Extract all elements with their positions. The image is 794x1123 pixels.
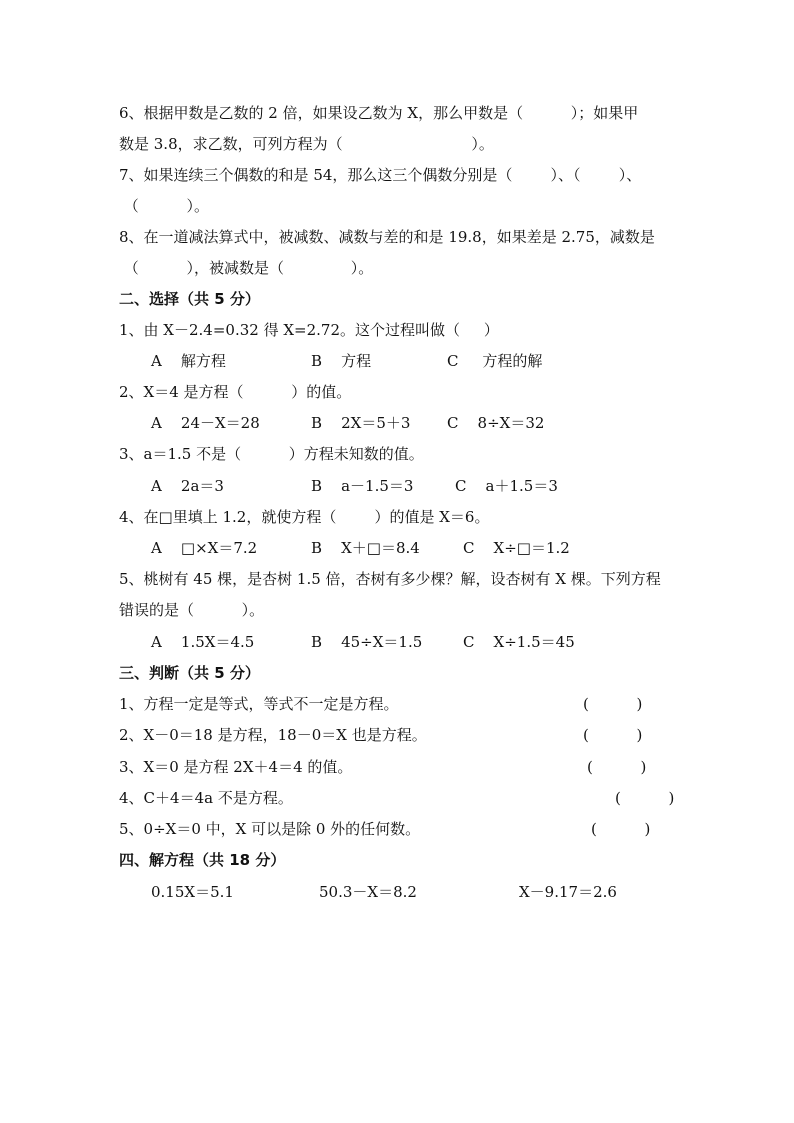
question-6-line-1: 6、根据甲数是乙数的 2 倍，如果设乙数为 X，那么甲数是（ ）；如果甲 (119, 104, 639, 122)
choice-question-4-option-a: A □×X＝7.2 (151, 539, 258, 557)
judge-item-4-text: 4、C＋4＝4a 不是方程。 (119, 789, 293, 807)
question-6-line-2: 数是 3.8，求乙数，可列方程为（ ）。 (119, 135, 494, 153)
choice-question-3-option-c: C a＋1.5＝3 (455, 477, 558, 495)
judge-item-3-bracket: ( ) (587, 758, 647, 776)
choice-question-1-stem: 1、由 X－2.4=0.32 得 X=2.72。这个过程叫做（ ） (119, 321, 499, 339)
choice-question-4-stem: 4、在□里填上 1.2，就使方程（ ）的值是 X＝6。 (119, 508, 490, 526)
section-4-heading: 四、解方程（共 18 分） (119, 851, 286, 869)
choice-question-2-stem: 2、X＝4 是方程（ ）的值。 (119, 383, 352, 401)
section-3-heading: 三、判断（共 5 分） (119, 664, 260, 682)
question-7-line-1: 7、如果连续三个偶数的和是 54，那么这三个偶数分别是（ ）、（ ）、 (119, 166, 642, 184)
choice-question-2-option-b: B 2X＝5＋3 (311, 414, 411, 432)
equation-1: 0.15X＝5.1 (151, 883, 234, 901)
choice-question-2-option-c: C 8÷X＝32 (447, 414, 545, 432)
question-8-line-2: （ ），被减数是（ ）。 (119, 259, 374, 277)
choice-question-5-stem-line-2: 错误的是（ ）。 (119, 601, 265, 619)
choice-question-1-option-b: B 方程 (311, 352, 372, 370)
judge-item-5-text: 5、0÷X＝0 中，X 可以是除 0 外的任何数。 (119, 820, 421, 838)
judge-item-2-bracket: ( ) (583, 726, 643, 744)
choice-question-5-option-b: B 45÷X＝1.5 (311, 633, 423, 651)
judge-item-3-text: 3、X＝0 是方程 2X＋4＝4 的值。 (119, 758, 353, 776)
choice-question-5-option-a: A 1.5X＝4.5 (151, 633, 255, 651)
judge-item-4-bracket: ( ) (615, 789, 675, 807)
judge-item-1-text: 1、方程一定是等式，等式不一定是方程。 (119, 695, 399, 713)
choice-question-3-option-a: A 2a＝3 (151, 477, 224, 495)
equation-2: 50.3－X＝8.2 (319, 883, 417, 901)
equation-3: X－9.17＝2.6 (519, 883, 617, 901)
choice-question-5-stem: 5、桃树有 45 棵，是杏树 1.5 倍，杏树有多少棵？解，设杏树有 X 棵。下列方程 (119, 570, 661, 588)
choice-question-2-option-a: A 24－X＝28 (151, 414, 260, 432)
choice-question-3-option-b: B a－1.5＝3 (311, 477, 414, 495)
question-8-line-1: 8、在一道减法算式中，被减数、减数与差的和是 19.8，如果差是 2.75，减数是 (119, 228, 655, 246)
judge-item-5-bracket: ( ) (591, 820, 651, 838)
choice-question-5-option-c: C X÷1.5＝45 (463, 633, 575, 651)
choice-question-4-option-c: C X÷□＝1.2 (463, 539, 570, 557)
choice-question-4-option-b: B X＋□＝8.4 (311, 539, 420, 557)
choice-question-1-option-a: A 解方程 (151, 352, 226, 370)
question-7-line-2: （ ）。 (119, 197, 209, 215)
section-2-heading: 二、选择（共 5 分） (119, 290, 260, 308)
choice-question-1-option-c: C 方程的解 (447, 352, 543, 370)
judge-item-1-bracket: ( ) (583, 695, 643, 713)
choice-question-3-stem: 3、a＝1.5 不是（ ）方程未知数的值。 (119, 445, 424, 463)
judge-item-2-text: 2、X－0＝18 是方程，18－0＝X 也是方程。 (119, 726, 427, 744)
